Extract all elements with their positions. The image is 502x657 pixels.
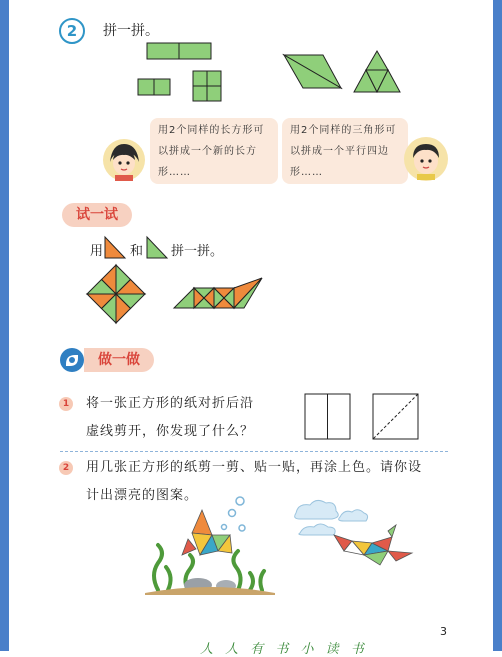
square-quad-4 — [207, 86, 221, 101]
speech-bubble-left: 用2个同样的长方形可以拼成一个新的长方形…… — [150, 118, 278, 184]
try-instruction-prefix: 用 — [90, 244, 104, 259]
question-number-1: 1 — [59, 397, 73, 411]
do-section-label: 做一做 — [84, 348, 154, 372]
square-quad-2 — [207, 71, 221, 86]
question-number-2: 2 — [59, 461, 73, 475]
page-number: 3 — [440, 625, 447, 638]
big-tri-top — [366, 51, 388, 70]
long-rect-2 — [179, 43, 211, 59]
folded-square-vertical-figure — [304, 393, 352, 441]
fish-aquarium-illustration — [140, 495, 280, 595]
girl-avatar — [102, 138, 146, 182]
orange-triangle-icon — [104, 235, 126, 259]
question-1-line2: 虚线剪开，你发现了什么？ — [86, 424, 255, 439]
long-rect-1 — [147, 43, 179, 59]
boy-avatar — [403, 136, 449, 182]
parallelogram-pattern-figure — [174, 278, 264, 310]
try-instruction-middle: 和 — [130, 244, 144, 259]
speech-bubble-right: 用2个同样的三角形可以拼成一个平行四边形…… — [282, 118, 408, 184]
question-1-line1: 将一张正方形的纸对折后沿 — [86, 396, 255, 411]
square-quad-1 — [193, 71, 207, 86]
small-rect-2 — [154, 79, 170, 95]
section-number-badge: 2 — [59, 18, 85, 44]
question-2-line1: 用几张正方形的纸剪一剪、贴一贴，再涂上色。请你设 — [86, 460, 423, 475]
folded-square-diagonal-figure — [372, 393, 420, 441]
try-section-label: 试一试 — [62, 203, 132, 227]
green-triangle-icon — [146, 235, 168, 259]
question-divider — [60, 451, 448, 452]
section-title: 拼一拼。 — [103, 23, 159, 39]
square-quad-3 — [193, 86, 207, 101]
bottom-decoration: 人 人 有 书 小 读 书 — [200, 642, 368, 657]
do-section-icon — [59, 347, 85, 373]
try-instruction-suffix: 拼一拼。 — [171, 244, 224, 259]
airplane-clouds-illustration — [292, 495, 422, 575]
rectangles-figure — [0, 0, 502, 120]
small-rect-1 — [138, 79, 154, 95]
diamond-pattern-figure — [87, 265, 149, 327]
question-2-line2: 计出漂亮的图案。 — [86, 488, 199, 503]
